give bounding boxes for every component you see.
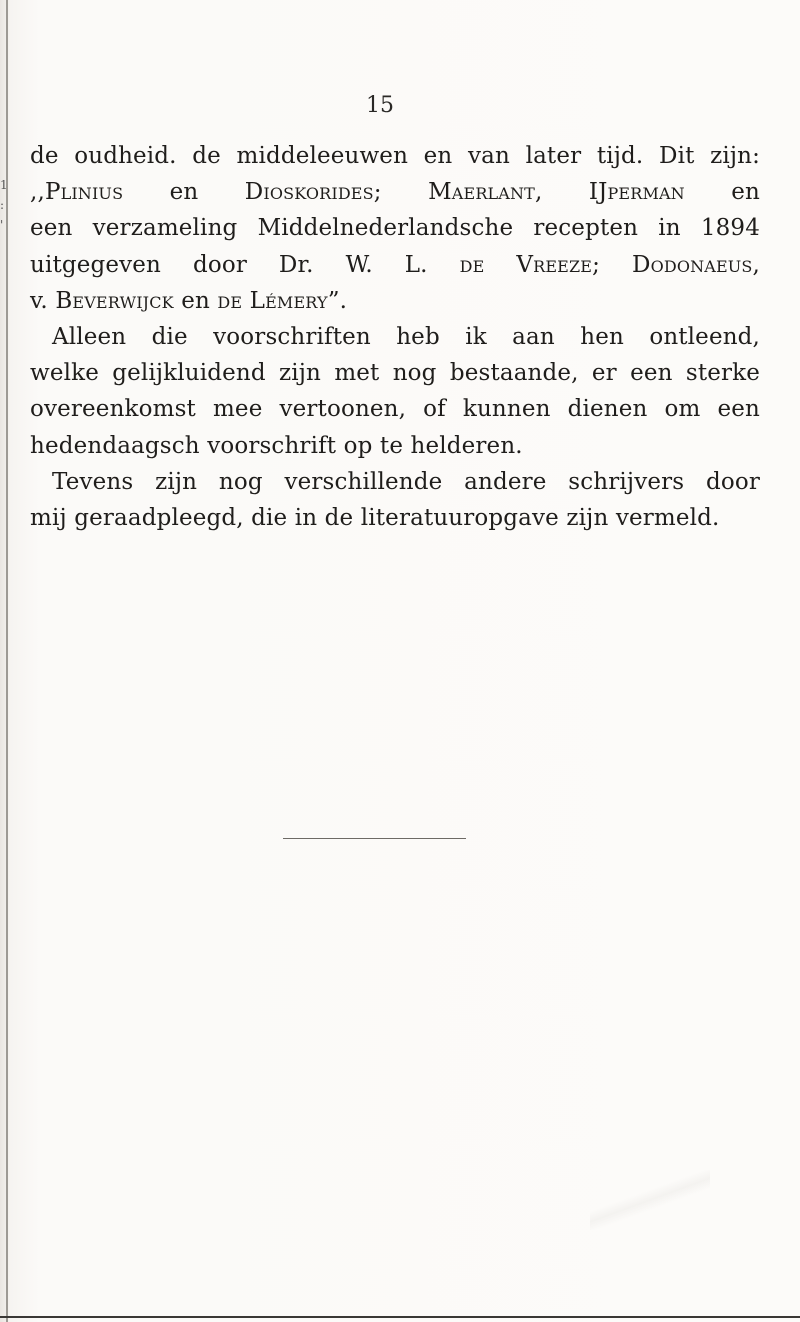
author-name: de Vreeze <box>459 251 593 278</box>
text-fragment: ; <box>592 251 632 278</box>
text-line: de oudheid. de middeleeuwen en van later tijd. Dit zijn: <box>30 143 760 169</box>
page-number: 15 <box>366 93 394 118</box>
scan-bottom-edge <box>0 1316 800 1318</box>
text-fragment: en <box>684 179 760 206</box>
author-name: Maerlant <box>428 179 535 206</box>
text-line <box>30 283 760 319</box>
text-line <box>30 174 760 210</box>
quote-open: ,, <box>30 179 45 206</box>
text-fragment: en <box>173 287 218 314</box>
author-name: Dioskorides <box>244 179 374 206</box>
author-name: Plinius <box>44 179 124 206</box>
text-fragment: en <box>123 179 245 206</box>
text-line: Tevens zijn nog verschillende andere schrijvers door <box>52 468 760 495</box>
text-line <box>30 247 760 283</box>
text-fragment: , <box>752 251 760 278</box>
gutter-mark: ' <box>0 218 4 232</box>
text-fragment: ”. <box>327 287 348 314</box>
author-name: Dodonaeus <box>631 251 753 278</box>
text-line: hedendaagsch voorschrift op te helderen. <box>30 432 523 459</box>
text-fragment: ; <box>373 179 429 206</box>
text-fragment: uitgegeven door Dr. W. L. <box>30 251 460 278</box>
paper-smudge <box>590 1170 710 1230</box>
gutter-marks <box>0 175 8 235</box>
gutter-mark: : <box>0 198 5 212</box>
text-line: mij geraadpleegd, die in de literatuuropgave zijn vermeld. <box>30 505 720 532</box>
author-name: IJperman <box>588 179 685 206</box>
text-line: welke gelijkluidend zijn met nog bestaande, er een sterke <box>30 360 760 387</box>
section-rule <box>283 838 466 839</box>
text-fragment: , <box>534 179 589 206</box>
text-line: Alleen die voorschriften heb ik aan hen ontleend, <box>52 324 760 351</box>
text-line: een verzameling Middelnederlandsche recepten in 1894 <box>30 215 760 242</box>
author-name: de Lémery <box>217 287 328 314</box>
body-text <box>30 138 760 536</box>
text-line: overeenkomst mee vertoonen, of kunnen dienen om een <box>30 396 760 423</box>
author-name: Beverwijck <box>55 287 174 314</box>
gutter-mark: 1 <box>0 178 8 192</box>
text-fragment: v. <box>30 287 56 314</box>
